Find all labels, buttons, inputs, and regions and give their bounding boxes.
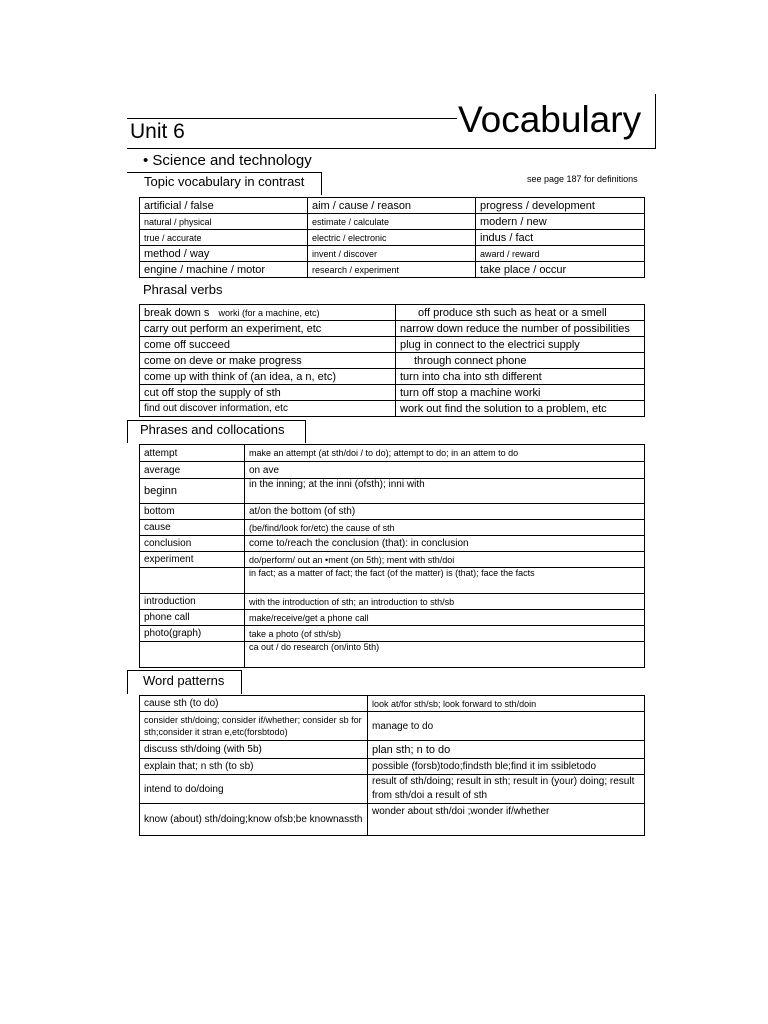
table-cell: phone call bbox=[140, 610, 245, 626]
table-cell: cause sth (to do) bbox=[140, 696, 368, 712]
table-cell: come up with think of (an idea, a n, etc) bbox=[140, 369, 396, 385]
table-cell: take a photo (of sth/sb) bbox=[245, 626, 645, 642]
page-title: Vocabulary bbox=[458, 99, 642, 140]
table-cell: off produce sth such as heat or a smell bbox=[396, 305, 645, 321]
table-cell: conclusion bbox=[140, 536, 245, 552]
table-cell: cause bbox=[140, 520, 245, 536]
table-cell: beginn bbox=[140, 479, 245, 504]
cell-text: break down s bbox=[144, 306, 210, 319]
table-cell: on ave bbox=[245, 462, 645, 479]
table-cell: discuss sth/doing (with 5b) bbox=[140, 741, 368, 759]
table-cell: artificial / false bbox=[140, 198, 308, 214]
table-cell: electric / electronic bbox=[308, 230, 476, 246]
table-cell: true / accurate bbox=[140, 230, 308, 246]
table-cell: aim / cause / reason bbox=[308, 198, 476, 214]
table-cell: explain that; n sth (to sb) bbox=[140, 759, 368, 775]
patterns-table bbox=[139, 695, 645, 836]
table-cell: in fact; as a matter of fact; the fact (of the matter) is (that); face the facts bbox=[245, 568, 645, 594]
table-cell: progress / development bbox=[476, 198, 645, 214]
table-cell: narrow down reduce the number of possibilities bbox=[396, 321, 645, 337]
table-cell: indus / fact bbox=[476, 230, 645, 246]
table-cell: with the introduction of sth; an introduction to sth/sb bbox=[245, 594, 645, 610]
table-cell: turn into cha into sth different bbox=[396, 369, 645, 385]
table-cell: make/receive/get a phone call bbox=[245, 610, 645, 626]
table-cell: through connect phone bbox=[396, 353, 645, 369]
table-cell: turn off stop a machine worki bbox=[396, 385, 645, 401]
table-cell: method / way bbox=[140, 246, 308, 262]
table-cell: result of sth/doing; result in sth; result in (your) doing; result from sth/doi a result of sth bbox=[368, 775, 645, 804]
table-cell: experiment bbox=[140, 552, 245, 568]
table-cell: intend to do/doing bbox=[140, 775, 368, 804]
table-cell bbox=[140, 568, 245, 594]
table-cell: cut off stop the supply of sth bbox=[140, 385, 396, 401]
cell-text: worki (for a machine, etc) bbox=[218, 307, 320, 318]
table-cell: make an attempt (at sth/doi / to do); attempt to do; in an attem to do bbox=[245, 445, 645, 462]
table-cell: (be/find/look for/etc) the cause of sth bbox=[245, 520, 645, 536]
table-cell: modern / new bbox=[476, 214, 645, 230]
section-title-phrasal: Phrasal verbs bbox=[143, 282, 223, 297]
table-cell: look at/for sth/sb; look forward to sth/doin bbox=[368, 696, 645, 712]
table-cell: come off succeed bbox=[140, 337, 396, 353]
table-cell: bottom bbox=[140, 504, 245, 520]
table-cell: consider sth/doing; consider if/whether; consider sb for sth;consider it stran e,etc(forsbtodo) bbox=[140, 712, 368, 741]
table-cell: wonder about sth/doi ;wonder if/whether bbox=[368, 804, 645, 836]
table-cell: natural / physical bbox=[140, 214, 308, 230]
table-cell: carry out perform an experiment, etc bbox=[140, 321, 396, 337]
definitions-note: see page 187 for definitions bbox=[527, 174, 638, 184]
table-cell: come to/reach the conclusion (that): in conclusion bbox=[245, 536, 645, 552]
table-cell: estimate / calculate bbox=[308, 214, 476, 230]
table-cell: in the inning; at the inni (ofsth); inni with bbox=[245, 479, 645, 504]
section-title-contrast: Topic vocabulary in contrast bbox=[144, 174, 305, 189]
table-cell: research / experiment bbox=[308, 262, 476, 278]
table-cell: award / reward bbox=[476, 246, 645, 262]
table-cell: at/on the bottom (of sth) bbox=[245, 504, 645, 520]
table-cell: do/perform/ out an •ment (on 5th); ment with sth/doi bbox=[245, 552, 645, 568]
table-cell: average bbox=[140, 462, 245, 479]
table-cell: come on deve or make progress bbox=[140, 353, 396, 369]
table-cell: plug in connect to the electrici supply bbox=[396, 337, 645, 353]
topic-heading: • Science and technology bbox=[143, 152, 312, 169]
phrasal-table bbox=[139, 304, 645, 417]
table-cell: possible (forsb)todo;findsth ble;find it im ssibletodo bbox=[368, 759, 645, 775]
table-cell: introduction bbox=[140, 594, 245, 610]
table-cell: ca out / do research (on/into 5th) bbox=[245, 642, 645, 668]
table-cell: find out discover information, etc bbox=[140, 401, 396, 417]
table-cell: know (about) sth/doing;know ofsb;be knownassth bbox=[140, 804, 368, 836]
table-cell: plan sth; n to do bbox=[368, 741, 645, 759]
table-cell: photo(graph) bbox=[140, 626, 245, 642]
phrases-table bbox=[139, 444, 645, 668]
table-cell: manage to do bbox=[368, 712, 645, 741]
table-cell: take place / occur bbox=[476, 262, 645, 278]
table-cell: work out find the solution to a problem, etc bbox=[396, 401, 645, 417]
table-cell bbox=[140, 642, 245, 668]
unit-label: Unit 6 bbox=[130, 120, 185, 143]
section-title-phrases: Phrases and collocations bbox=[140, 422, 285, 437]
table-cell bbox=[140, 305, 396, 321]
contrast-table bbox=[139, 197, 645, 278]
section-title-patterns: Word patterns bbox=[143, 673, 225, 688]
table-cell: engine / machine / motor bbox=[140, 262, 308, 278]
table-cell: attempt bbox=[140, 445, 245, 462]
table-cell: invent / discover bbox=[308, 246, 476, 262]
